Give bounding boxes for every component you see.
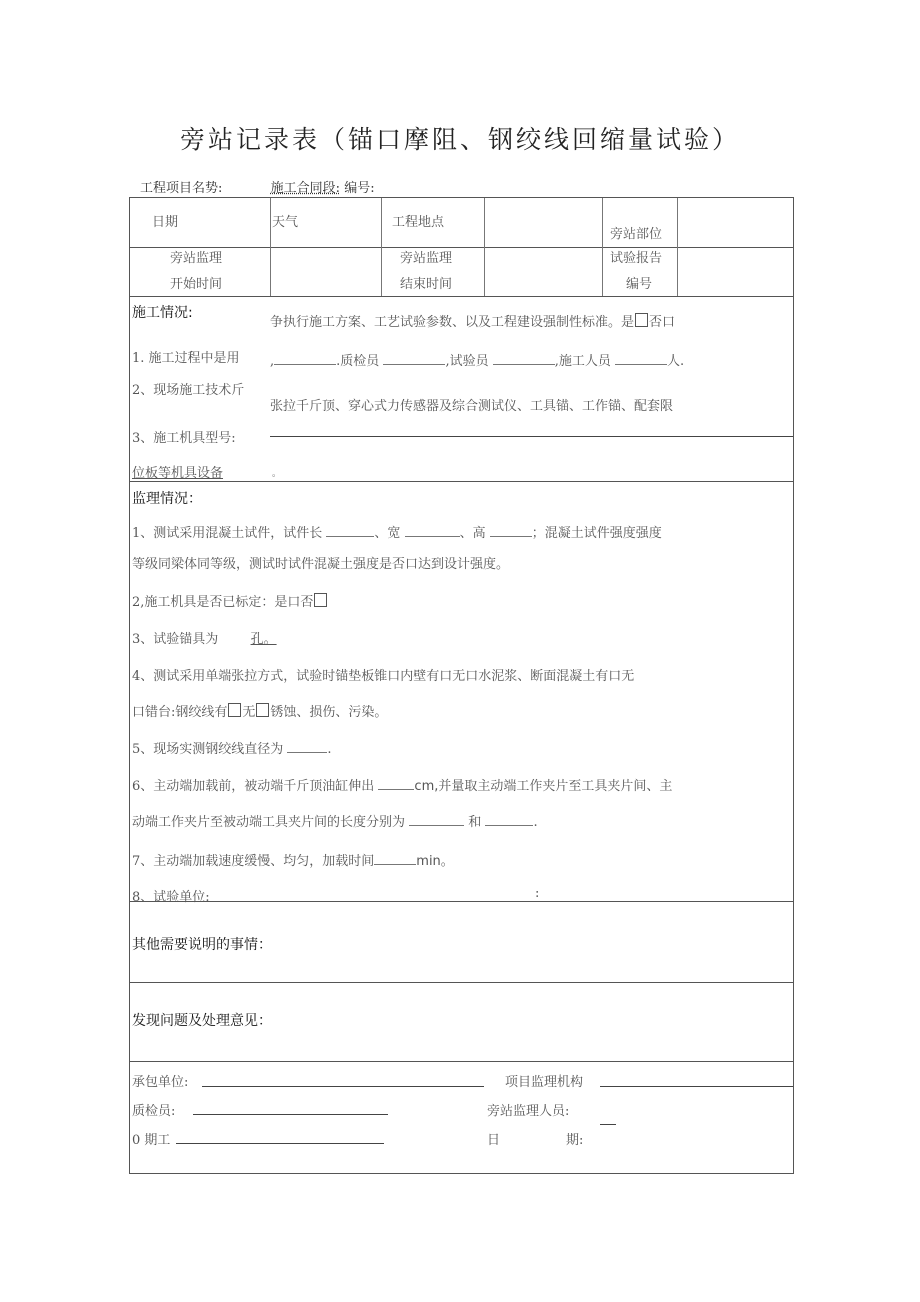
item1-b: 、宽 — [374, 526, 401, 541]
supervision-item8-colon: : — [535, 886, 540, 901]
construction-item3-cont: 位板等机具设备 — [132, 466, 224, 481]
supervision-title: 监理情况： — [132, 491, 202, 507]
item6-a: 6、主动端加载前，被动端千斤顶油缸伸出 — [132, 779, 375, 794]
qc-signature-label: 质检员: — [132, 1104, 176, 1119]
divider — [602, 198, 603, 296]
divider — [130, 1061, 793, 1062]
divider — [484, 198, 485, 296]
supervision-item6 — [132, 775, 672, 794]
report-number-field[interactable] — [682, 258, 790, 284]
onsite-supervisor-field[interactable] — [600, 1124, 616, 1125]
supervision-item5 — [132, 738, 332, 757]
divider — [130, 901, 793, 902]
supervision-item4-line2 — [132, 701, 387, 720]
construction-item3-end: 。 — [272, 469, 282, 479]
construction-line0 — [270, 311, 675, 330]
item7-text: 7、主动端加载速度缓慢、均匀，加载时间 — [132, 854, 375, 869]
end-time-label-2: 结束时间 — [400, 277, 453, 292]
divider — [130, 982, 793, 983]
end-time-label-1: 旁站监理 — [400, 251, 453, 266]
start-time-label-2: 开始时间 — [170, 277, 223, 292]
item6-end: . — [533, 815, 538, 830]
strand-diameter-field[interactable] — [287, 740, 327, 753]
qc-label: 质检员 — [340, 354, 380, 369]
other-notes-title: 其他需要说明的事情： — [132, 937, 272, 953]
onsite-supervisor-label: 旁站监理人员: — [487, 1104, 570, 1119]
start-time-label-1: 旁站监理 — [170, 251, 223, 266]
issues-title: 发现问题及处理意见： — [132, 1013, 272, 1029]
date-label: 日期 — [152, 215, 179, 230]
item1-a: 1、测试采用混凝土试件，试件长 — [132, 526, 323, 541]
supervision-item8: 8、试验单位: — [132, 890, 210, 905]
anchor-holes-field[interactable]: 孔。 — [250, 632, 277, 647]
weather-label: 天气 — [272, 215, 299, 230]
divider — [381, 198, 382, 296]
specimen-length-field[interactable] — [326, 524, 374, 537]
tester-label: 试验员 — [449, 354, 489, 369]
date-sign-label-b: 期: — [566, 1133, 584, 1148]
item7-unit: min。 — [416, 854, 454, 869]
construction-line0-text: 争执行施工方案、工艺试验参数、以及工程建设强制性标准。是 — [270, 315, 635, 330]
divider — [130, 481, 793, 482]
location-field[interactable] — [488, 210, 598, 236]
equipment-model-line[interactable] — [270, 436, 793, 437]
yes-checkbox[interactable] — [635, 313, 648, 327]
item5-text: 5、现场实测钢绞线直径为 — [132, 742, 284, 757]
item6-line2-a: 动端工作夹片至被动端工具夹片间的长度分别为 — [132, 815, 406, 830]
period-field[interactable] — [176, 1143, 384, 1144]
item6-b: cm,并量取主动端工作夹片至工具夹片间、主 — [414, 779, 673, 794]
item3-text: 3、试验锚具为 — [132, 632, 219, 647]
contractor-label: 承包单位: — [132, 1075, 189, 1090]
item2-text: 2,施工机具是否已标定：是口否 — [132, 595, 314, 610]
person-unit: 人. — [667, 354, 685, 369]
supervision-item1 — [132, 522, 662, 541]
tester-count-field[interactable] — [493, 352, 555, 365]
item5-end: . — [327, 742, 332, 757]
contract-section-label: 施工合同段: — [270, 181, 341, 196]
strand-no-checkbox[interactable] — [256, 703, 269, 717]
supervision-item1-line2: 等级同梁体同等级，测试时试件混凝土强度是否口达到设计强度。 — [132, 557, 510, 572]
divider — [270, 198, 271, 296]
construction-item3-prefix: 3、施工机具型号: — [132, 431, 236, 446]
number-label: 编号: — [344, 181, 375, 196]
end-time-field[interactable] — [488, 258, 598, 284]
supervision-item6-line2 — [132, 811, 538, 830]
strand-yes-checkbox[interactable] — [228, 703, 241, 717]
load-time-field[interactable] — [374, 852, 416, 865]
project-name-label: 工程项目名势: — [140, 181, 223, 196]
construction-title: 施工情况: — [132, 305, 193, 321]
contractor-field[interactable] — [202, 1086, 484, 1087]
supervision-item4-line1: 4、测试采用单端张拉方式，试验时锚垫板锥口内壁有口无口水泥浆、断面混凝土有口无 — [132, 669, 635, 684]
divider — [130, 296, 793, 297]
worker-count-field[interactable] — [615, 352, 667, 365]
cylinder-extension-field[interactable] — [378, 777, 414, 790]
date-sign-label-a: 日 — [487, 1133, 501, 1148]
position-field[interactable] — [682, 210, 790, 236]
report-number-label-1: 试验报告 — [610, 251, 663, 266]
specimen-height-field[interactable] — [490, 524, 532, 537]
supervisor-org-field[interactable] — [600, 1086, 793, 1087]
item1-c: 、高 — [459, 526, 486, 541]
worker-label: 施工人员 — [558, 354, 611, 369]
subheader — [140, 177, 375, 196]
supervisor-org-label: 项目监理机构 — [505, 1075, 584, 1090]
construction-item1-fields: , .质检员 ,试验员 ,施工人员 人. — [270, 354, 685, 369]
qc-signature-field[interactable] — [193, 1114, 388, 1115]
record-form — [129, 197, 794, 1174]
supervision-item7 — [132, 850, 454, 869]
item4-a: 口错台:钢绞线有 — [132, 705, 228, 720]
qc-count-field[interactable] — [383, 352, 445, 365]
specimen-width-field[interactable] — [405, 524, 460, 537]
start-time-field[interactable] — [275, 258, 375, 284]
calibrated-no-checkbox[interactable] — [314, 593, 327, 607]
item4-b: 无 — [242, 705, 256, 720]
construction-item1 — [132, 347, 240, 366]
divider — [130, 247, 793, 248]
length-b-field[interactable] — [485, 813, 533, 826]
no-option: 否口 — [649, 315, 676, 330]
position-label: 旁站部位 — [610, 227, 663, 242]
item1-d: ；混凝土试件强度强度 — [531, 526, 662, 541]
length-a-field[interactable] — [409, 813, 464, 826]
construction-item2-text: 张拉千斤顶、穿心式力传感器及综合测试仪、工具锚、工作锚、配套限 — [270, 399, 674, 414]
item4-c: 锈蚀、损伤、污染。 — [270, 705, 388, 720]
supervision-item2 — [132, 591, 328, 610]
divider — [677, 198, 678, 296]
supervision-item3 — [132, 628, 277, 647]
construction-item2-prefix: 2、现场施工技术斤 — [132, 383, 245, 398]
period-label: 0 期工 — [132, 1133, 171, 1148]
page-title: 旁站记录表（锚口摩阻、钢绞线回缩量试验） — [179, 125, 740, 154]
location-label: 工程地点 — [392, 215, 445, 230]
technician-count-field[interactable] — [274, 352, 336, 365]
report-number-label-2: 编号 — [626, 277, 653, 292]
item1-prefix: 1. 施工过程中是用 — [132, 351, 240, 366]
item6-and: 和 — [468, 815, 482, 830]
